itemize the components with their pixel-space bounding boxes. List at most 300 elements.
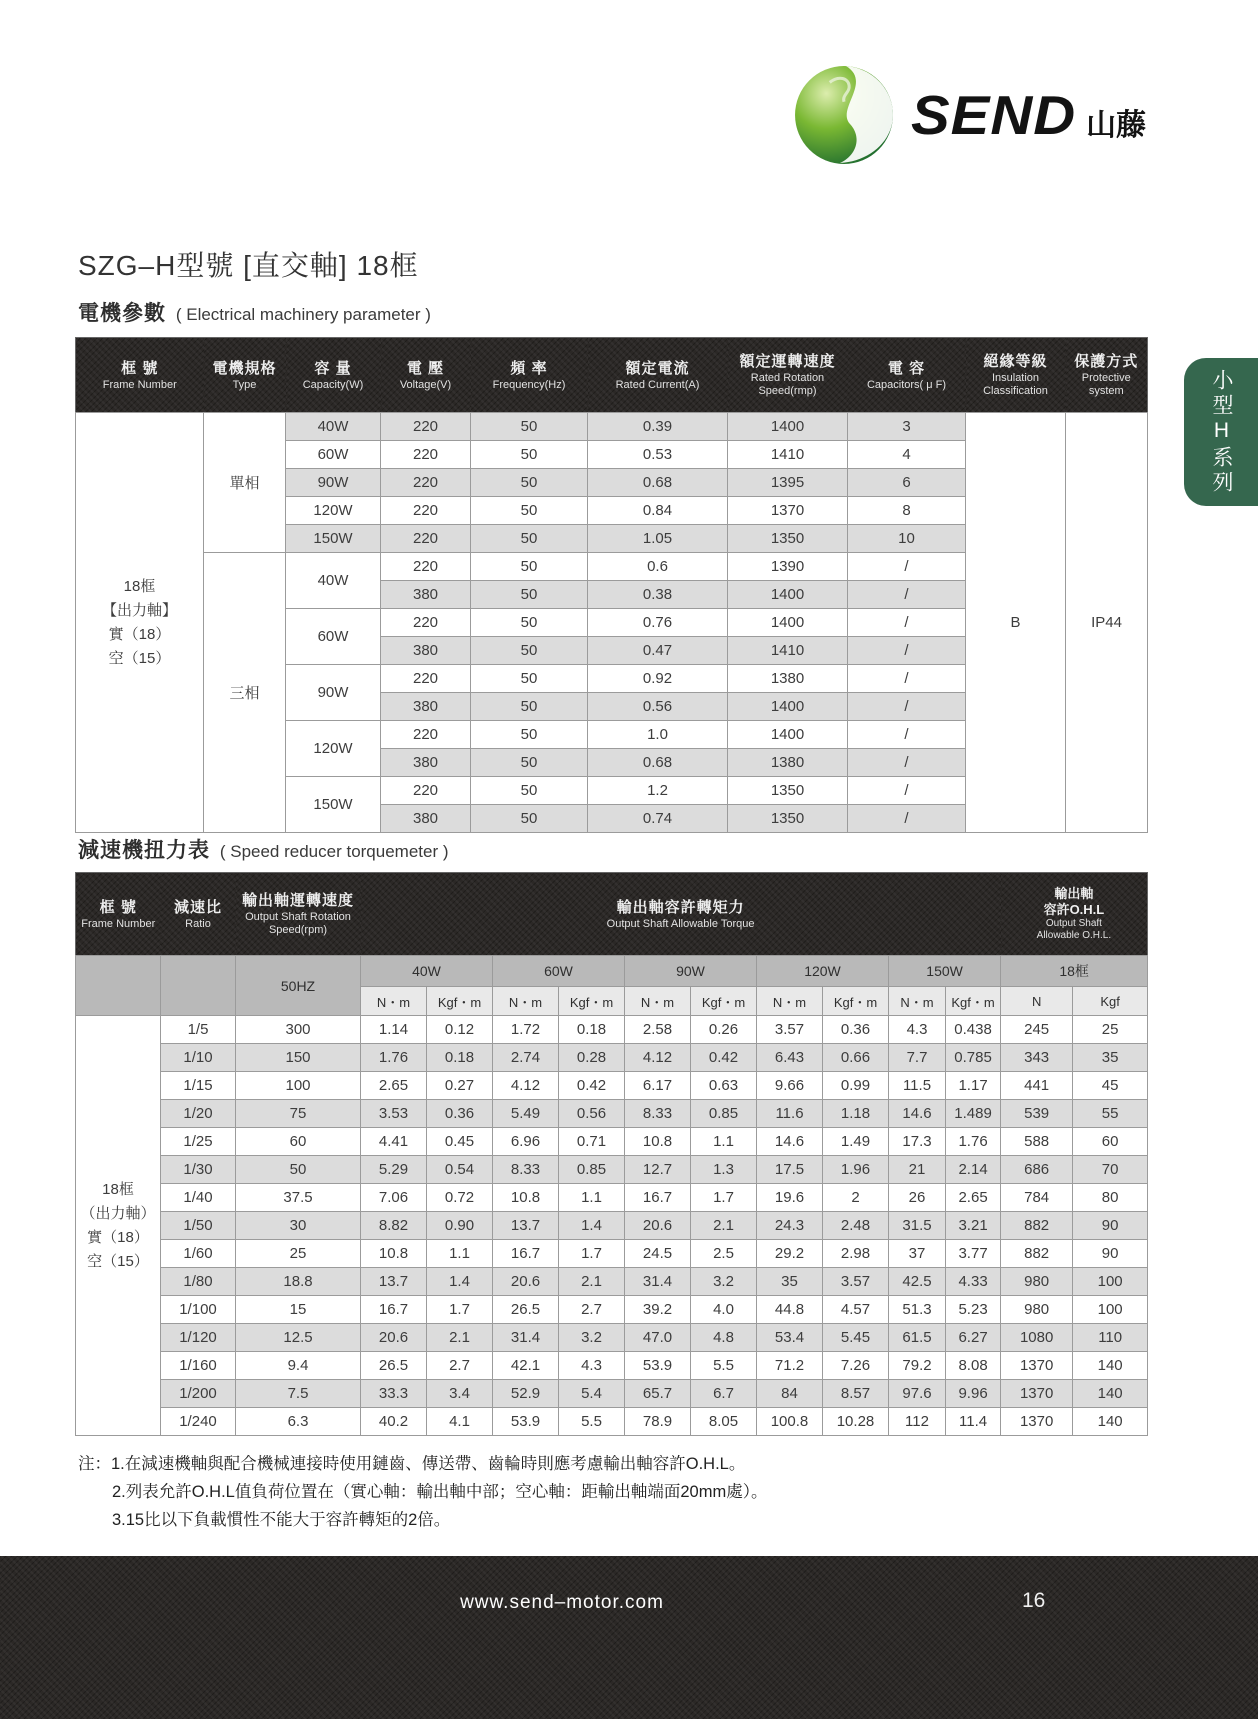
table-cell: 26	[889, 1184, 946, 1212]
note-prefix: 注：	[78, 1455, 111, 1473]
column-header	[161, 873, 236, 956]
table-cell: 1.489	[946, 1100, 1001, 1128]
table-cell: 220	[381, 777, 471, 805]
table-cell: 50	[236, 1156, 361, 1184]
table-cell: 50	[471, 553, 588, 581]
table-cell: /	[848, 777, 966, 805]
table-cell: 26.5	[493, 1296, 559, 1324]
table-cell: 17.5	[757, 1156, 823, 1184]
table-cell: 539	[1001, 1100, 1073, 1128]
table-cell: 0.28	[559, 1044, 625, 1072]
page-number: 16	[1022, 1589, 1046, 1612]
unit-cell: N	[1001, 987, 1073, 1016]
table-cell: 3.53	[361, 1100, 427, 1128]
table-cell: 1380	[728, 749, 848, 777]
unit-cell: Kgf	[1073, 987, 1148, 1016]
side-tab-small-h-series	[1184, 358, 1258, 506]
table-cell: 980	[1001, 1268, 1073, 1296]
table-cell: 0.92	[588, 665, 728, 693]
table-cell: 44.8	[757, 1296, 823, 1324]
table-cell: 6.17	[625, 1072, 691, 1100]
type-cell: 單相	[204, 413, 286, 553]
table-cell: 1350	[728, 777, 848, 805]
column-header-en: Insulation Classification	[983, 372, 1048, 397]
table-cell: 1.14	[361, 1016, 427, 1044]
unit-cell: N・m	[493, 987, 559, 1016]
table-cell: 31.4	[625, 1268, 691, 1296]
table-cell: 1400	[728, 609, 848, 637]
table-cell: /	[848, 805, 966, 833]
table-cell: 1.4	[427, 1268, 493, 1296]
table-header-row	[76, 873, 1148, 956]
table-cell: 1400	[728, 693, 848, 721]
table-cell: 9.4	[236, 1352, 361, 1380]
subheader-row	[76, 956, 1148, 987]
table-cell: 6	[848, 469, 966, 497]
unit-cell: N・m	[361, 987, 427, 1016]
section-heading-en: ( Electrical machinery parameter )	[175, 305, 431, 324]
table-cell: 51.3	[889, 1296, 946, 1324]
table-cell: 1400	[728, 721, 848, 749]
table-cell: 6.96	[493, 1128, 559, 1156]
column-header	[236, 873, 361, 956]
table-cell: 1.72	[493, 1016, 559, 1044]
column-header-en: Rated Rotation Speed(rmp)	[750, 372, 825, 397]
frame-label-line: 空（15）	[108, 649, 171, 667]
table-cell: 11.4	[946, 1408, 1001, 1436]
table-cell: 220	[381, 413, 471, 441]
table-cell: 0.76	[588, 609, 728, 637]
table-cell: 10.8	[361, 1240, 427, 1268]
table-cell: 16.7	[361, 1296, 427, 1324]
table-cell: 40.2	[361, 1408, 427, 1436]
electrical-parameters-table	[75, 337, 1148, 833]
table-cell: 5.5	[691, 1352, 757, 1380]
table-cell: 1390	[728, 553, 848, 581]
table-cell: 0.39	[588, 413, 728, 441]
unit-cell: N・m	[889, 987, 946, 1016]
unit-cell: N・m	[757, 987, 823, 1016]
table-cell: 0.85	[691, 1100, 757, 1128]
table-cell: 7.5	[236, 1380, 361, 1408]
table-cell: 70	[1073, 1156, 1148, 1184]
table-cell	[161, 956, 236, 1016]
table-cell: 24.5	[625, 1240, 691, 1268]
table-cell: 50	[471, 441, 588, 469]
column-header-cn: 容 量	[314, 359, 352, 377]
column-header-en: Rated Current(A)	[615, 378, 700, 391]
table-cell: 1.2	[588, 777, 728, 805]
table-cell: 45	[1073, 1072, 1148, 1100]
table-cell: 50	[471, 525, 588, 553]
table-cell: 2.7	[559, 1296, 625, 1324]
frame-label-line: 18框	[102, 1180, 134, 1198]
table-cell: 100	[1073, 1268, 1148, 1296]
table-cell: 3.4	[427, 1380, 493, 1408]
table-cell: 1350	[728, 805, 848, 833]
table-cell: 11.5	[889, 1072, 946, 1100]
table-cell: 14.6	[757, 1128, 823, 1156]
column-header-en: Capacitors( μ F)	[866, 378, 947, 391]
table-cell: 50	[471, 749, 588, 777]
power-group-cell: 18框	[1001, 956, 1148, 987]
table-cell: 1/5	[161, 1016, 236, 1044]
table-cell: 84	[757, 1380, 823, 1408]
footnotes	[78, 1450, 767, 1534]
table-cell: 2.1	[691, 1212, 757, 1240]
table-cell: 0.45	[427, 1128, 493, 1156]
table-cell: 10.8	[493, 1184, 559, 1212]
table-cell: 1/25	[161, 1128, 236, 1156]
section-heading-electrical	[78, 297, 431, 327]
note-item: 2.列表允許O.H.L值負荷位置在（實心軸：輸出軸中部；空心軸：距輸出軸端面20mm處）。	[112, 1483, 768, 1501]
table-cell: 3.57	[823, 1268, 889, 1296]
capacity-cell: 150W	[286, 777, 381, 833]
table-cell: 31.4	[493, 1324, 559, 1352]
table-cell: 40W	[286, 413, 381, 441]
column-header-en: Output Shaft Rotation Speed(rpm)	[245, 911, 351, 936]
table-cell: 1/80	[161, 1268, 236, 1296]
table-cell: 8.05	[691, 1408, 757, 1436]
table-cell: 140	[1073, 1380, 1148, 1408]
power-group-cell: 150W	[889, 956, 1001, 987]
table-cell: 1/40	[161, 1184, 236, 1212]
table-cell: 1/200	[161, 1380, 236, 1408]
table-cell: 380	[381, 749, 471, 777]
column-header-en: Ratio	[185, 917, 211, 930]
table-cell: 2.65	[361, 1072, 427, 1100]
table-cell: 16.7	[625, 1184, 691, 1212]
column-header-cn: 額定運轉速度	[739, 353, 836, 370]
table-cell: 9.96	[946, 1380, 1001, 1408]
table-cell: 100	[236, 1072, 361, 1100]
table-cell: 50	[471, 413, 588, 441]
unit-cell: Kgf・m	[823, 987, 889, 1016]
table-cell: 1.17	[946, 1072, 1001, 1100]
table-cell: 220	[381, 497, 471, 525]
table-cell: 53.9	[625, 1352, 691, 1380]
table-row	[76, 1072, 1148, 1100]
column-header	[588, 338, 728, 413]
table-cell: /	[848, 693, 966, 721]
table-cell: 1.96	[823, 1156, 889, 1184]
frame-number-cell	[76, 413, 204, 833]
note-item: 1.在減速機軸與配合機械連接時使用鏈齒、傳送帶、齒輪時則應考慮輸出軸容許O.H.L。	[111, 1455, 746, 1473]
column-header-cn: 絕緣等級	[983, 353, 1048, 370]
table-cell: 784	[1001, 1184, 1073, 1212]
side-tab-label: 小型H系列	[1210, 368, 1233, 496]
table-cell: 4.41	[361, 1128, 427, 1156]
table-cell: 90	[1073, 1240, 1148, 1268]
table-cell: 71.2	[757, 1352, 823, 1380]
capacity-cell: 120W	[286, 721, 381, 777]
column-header-en: Capacity(W)	[302, 378, 364, 391]
table-cell: 220	[381, 469, 471, 497]
table-cell: 245	[1001, 1016, 1073, 1044]
table-row	[76, 1212, 1148, 1240]
protective-system-cell: IP44	[1066, 413, 1148, 833]
table-cell: /	[848, 609, 966, 637]
table-cell: 1/15	[161, 1072, 236, 1100]
capacity-cell: 40W	[286, 553, 381, 609]
table-cell: 6.27	[946, 1324, 1001, 1352]
table-cell: 1.05	[588, 525, 728, 553]
table-cell: 79.2	[889, 1352, 946, 1380]
table-cell: 1.1	[691, 1128, 757, 1156]
type-cell: 三相	[204, 553, 286, 833]
column-header	[728, 338, 848, 413]
table-cell: 65.7	[625, 1380, 691, 1408]
power-group-cell: 40W	[361, 956, 493, 987]
table-cell: 1370	[1001, 1408, 1073, 1436]
table-cell: 0.56	[559, 1100, 625, 1128]
column-header-cn: 電 壓	[406, 359, 445, 377]
table-cell: 4	[848, 441, 966, 469]
unit-cell: Kgf・m	[559, 987, 625, 1016]
table-cell: 7.06	[361, 1184, 427, 1212]
table-cell: 20.6	[361, 1324, 427, 1352]
table-row	[76, 1128, 1148, 1156]
table-cell: 882	[1001, 1240, 1073, 1268]
table-cell: 35	[757, 1268, 823, 1296]
table-cell: 380	[381, 637, 471, 665]
table-cell: 0.66	[823, 1044, 889, 1072]
table-cell: 0.26	[691, 1016, 757, 1044]
table-cell: 1/240	[161, 1408, 236, 1436]
table-cell: 150	[236, 1044, 361, 1072]
table-cell: 5.5	[559, 1408, 625, 1436]
table-cell: 25	[236, 1240, 361, 1268]
table-cell: 14.6	[889, 1100, 946, 1128]
frame-number-cell	[76, 1016, 161, 1436]
table-cell: 18.8	[236, 1268, 361, 1296]
table-cell: 4.3	[889, 1016, 946, 1044]
column-header	[76, 873, 161, 956]
column-header-en: Frame Number	[102, 378, 177, 391]
table-cell: /	[848, 749, 966, 777]
table-cell: 100	[1073, 1296, 1148, 1324]
table-cell: 6.43	[757, 1044, 823, 1072]
table-cell: 1.0	[588, 721, 728, 749]
table-cell: 1350	[728, 525, 848, 553]
table-cell: 4.3	[559, 1352, 625, 1380]
brand-cjk: 山藤	[1086, 109, 1147, 142]
column-header	[1066, 338, 1148, 413]
table-cell: 4.57	[823, 1296, 889, 1324]
table-row	[76, 1100, 1148, 1128]
table-cell: 20.6	[493, 1268, 559, 1296]
table-cell: /	[848, 637, 966, 665]
table-cell: 343	[1001, 1044, 1073, 1072]
frame-label-line: （出力軸）	[80, 1204, 156, 1222]
table-cell: 5.4	[559, 1380, 625, 1408]
column-header-cn: 輸出軸	[1054, 886, 1094, 901]
table-cell: 1/120	[161, 1324, 236, 1352]
column-header	[204, 338, 286, 413]
column-header-en: Type	[232, 378, 257, 391]
table-cell: 37	[889, 1240, 946, 1268]
table-cell: 1/50	[161, 1212, 236, 1240]
table-row	[76, 1240, 1148, 1268]
table-cell: 0.785	[946, 1044, 1001, 1072]
table-row	[76, 1296, 1148, 1324]
table-cell: 16.7	[493, 1240, 559, 1268]
table-cell: 60	[1073, 1128, 1148, 1156]
table-cell: 0.90	[427, 1212, 493, 1240]
table-cell: 380	[381, 805, 471, 833]
table-cell: 882	[1001, 1212, 1073, 1240]
table-cell: 1370	[728, 497, 848, 525]
table-cell: 50	[471, 777, 588, 805]
table-header-row	[76, 338, 1148, 413]
table-cell: 0.63	[691, 1072, 757, 1100]
column-header-en: Voltage(V)	[399, 378, 452, 391]
table-cell: 8.33	[493, 1156, 559, 1184]
insulation-class-cell: B	[966, 413, 1066, 833]
table-cell: 0.6	[588, 553, 728, 581]
section-heading-en: ( Speed reducer torquemeter )	[219, 842, 449, 861]
table-cell: 1.1	[559, 1184, 625, 1212]
table-cell: 3.21	[946, 1212, 1001, 1240]
table-cell: 53.4	[757, 1324, 823, 1352]
table-cell: 8.08	[946, 1352, 1001, 1380]
table-cell: 50	[471, 469, 588, 497]
table-row	[76, 1156, 1148, 1184]
table-cell: 35	[1073, 1044, 1148, 1072]
table-cell: 1/20	[161, 1100, 236, 1128]
table-cell: 441	[1001, 1072, 1073, 1100]
unit-cell: Kgf・m	[946, 987, 1001, 1016]
table-cell: 0.42	[691, 1044, 757, 1072]
table-cell: 8.82	[361, 1212, 427, 1240]
frame-label-line: 實（18）	[108, 625, 171, 643]
section-heading-cn: 減速機扭力表	[78, 839, 210, 862]
table-cell: 6.3	[236, 1408, 361, 1436]
table-cell: 110	[1073, 1324, 1148, 1352]
table-cell: 8.57	[823, 1380, 889, 1408]
table-cell: 220	[381, 609, 471, 637]
table-cell: 1.7	[427, 1296, 493, 1324]
table-cell: 13.7	[493, 1212, 559, 1240]
table-cell: 1/100	[161, 1296, 236, 1324]
table-cell: 220	[381, 525, 471, 553]
table-row	[76, 1044, 1148, 1072]
table-cell: 9.66	[757, 1072, 823, 1100]
column-header-cn: 減速比	[173, 898, 222, 916]
table-cell: 10.8	[625, 1128, 691, 1156]
column-header-cn: 保護方式	[1074, 353, 1139, 370]
table-cell: 686	[1001, 1156, 1073, 1184]
table-cell: 1.18	[823, 1100, 889, 1128]
table-cell: 50	[471, 665, 588, 693]
table-cell: 6.7	[691, 1380, 757, 1408]
table-cell: 220	[381, 721, 471, 749]
page-title: SZG–H型號 [直交軸] 18框	[78, 250, 419, 281]
table-cell: 15	[236, 1296, 361, 1324]
table-cell: 10.28	[823, 1408, 889, 1436]
table-cell: 13.7	[361, 1268, 427, 1296]
table-cell: 3	[848, 413, 966, 441]
table-cell: 5.45	[823, 1324, 889, 1352]
table-cell: 5.49	[493, 1100, 559, 1128]
table-cell: 10	[848, 525, 966, 553]
table-cell: 1/10	[161, 1044, 236, 1072]
freq-cell: 50HZ	[236, 956, 361, 1016]
table-cell: 2.1	[427, 1324, 493, 1352]
column-header-cn: 容許O.H.L	[1043, 902, 1105, 917]
table-cell: 37.5	[236, 1184, 361, 1212]
power-group-cell: 60W	[493, 956, 625, 987]
unit-cell: Kgf・m	[427, 987, 493, 1016]
table-cell: 1.7	[691, 1184, 757, 1212]
frame-label-line: 18框	[123, 577, 156, 595]
power-group-cell: 90W	[625, 956, 757, 987]
column-header-en: Frame Number	[81, 917, 156, 930]
table-cell: 3.57	[757, 1016, 823, 1044]
table-cell: 60	[236, 1128, 361, 1156]
table-cell: 1395	[728, 469, 848, 497]
section-heading-cn: 電機參數	[78, 302, 166, 325]
table-cell: 2.7	[427, 1352, 493, 1380]
table-cell: 0.27	[427, 1072, 493, 1100]
table-cell: 50	[471, 721, 588, 749]
table-cell: 7.7	[889, 1044, 946, 1072]
table-cell: 5.29	[361, 1156, 427, 1184]
table-cell: 1370	[1001, 1352, 1073, 1380]
column-header	[848, 338, 966, 413]
column-header-cn: 輸出軸運轉速度	[241, 892, 354, 909]
table-cell: 47.0	[625, 1324, 691, 1352]
column-header	[361, 873, 1001, 956]
table-cell: 0.74	[588, 805, 728, 833]
footer-bar	[0, 1556, 1258, 1719]
table-cell: 0.18	[559, 1016, 625, 1044]
table-cell: 1080	[1001, 1324, 1073, 1352]
table-cell: 8.33	[625, 1100, 691, 1128]
column-header-en: Output Shaft	[1045, 918, 1102, 929]
table-cell: 100.8	[757, 1408, 823, 1436]
table-cell: 4.33	[946, 1268, 1001, 1296]
table-cell: 50	[471, 581, 588, 609]
column-header	[381, 338, 471, 413]
table-cell: 90	[1073, 1212, 1148, 1240]
frame-label-line: 空（15）	[87, 1252, 149, 1270]
table-cell: 0.99	[823, 1072, 889, 1100]
table-cell: 0.68	[588, 749, 728, 777]
table-cell: 2.1	[559, 1268, 625, 1296]
table-cell: 55	[1073, 1100, 1148, 1128]
table-cell: 140	[1073, 1352, 1148, 1380]
table-cell: 5.23	[946, 1296, 1001, 1324]
table-cell: 1.4	[559, 1212, 625, 1240]
table-cell: 0.53	[588, 441, 728, 469]
column-header-en: Output Shaft Allowable Torque	[606, 917, 755, 930]
table-cell: 4.12	[625, 1044, 691, 1072]
table-row	[76, 1324, 1148, 1352]
table-cell: 220	[381, 553, 471, 581]
table-cell: 8	[848, 497, 966, 525]
table-cell: 1400	[728, 413, 848, 441]
table-cell: 78.9	[625, 1408, 691, 1436]
table-cell: 12.5	[236, 1324, 361, 1352]
table-cell: 300	[236, 1016, 361, 1044]
table-cell: 3.77	[946, 1240, 1001, 1268]
section-heading-reducer	[78, 834, 449, 864]
table-cell: 4.0	[691, 1296, 757, 1324]
table-cell: 2.14	[946, 1156, 1001, 1184]
column-header-ohl	[1001, 873, 1148, 956]
table-cell: 380	[381, 581, 471, 609]
